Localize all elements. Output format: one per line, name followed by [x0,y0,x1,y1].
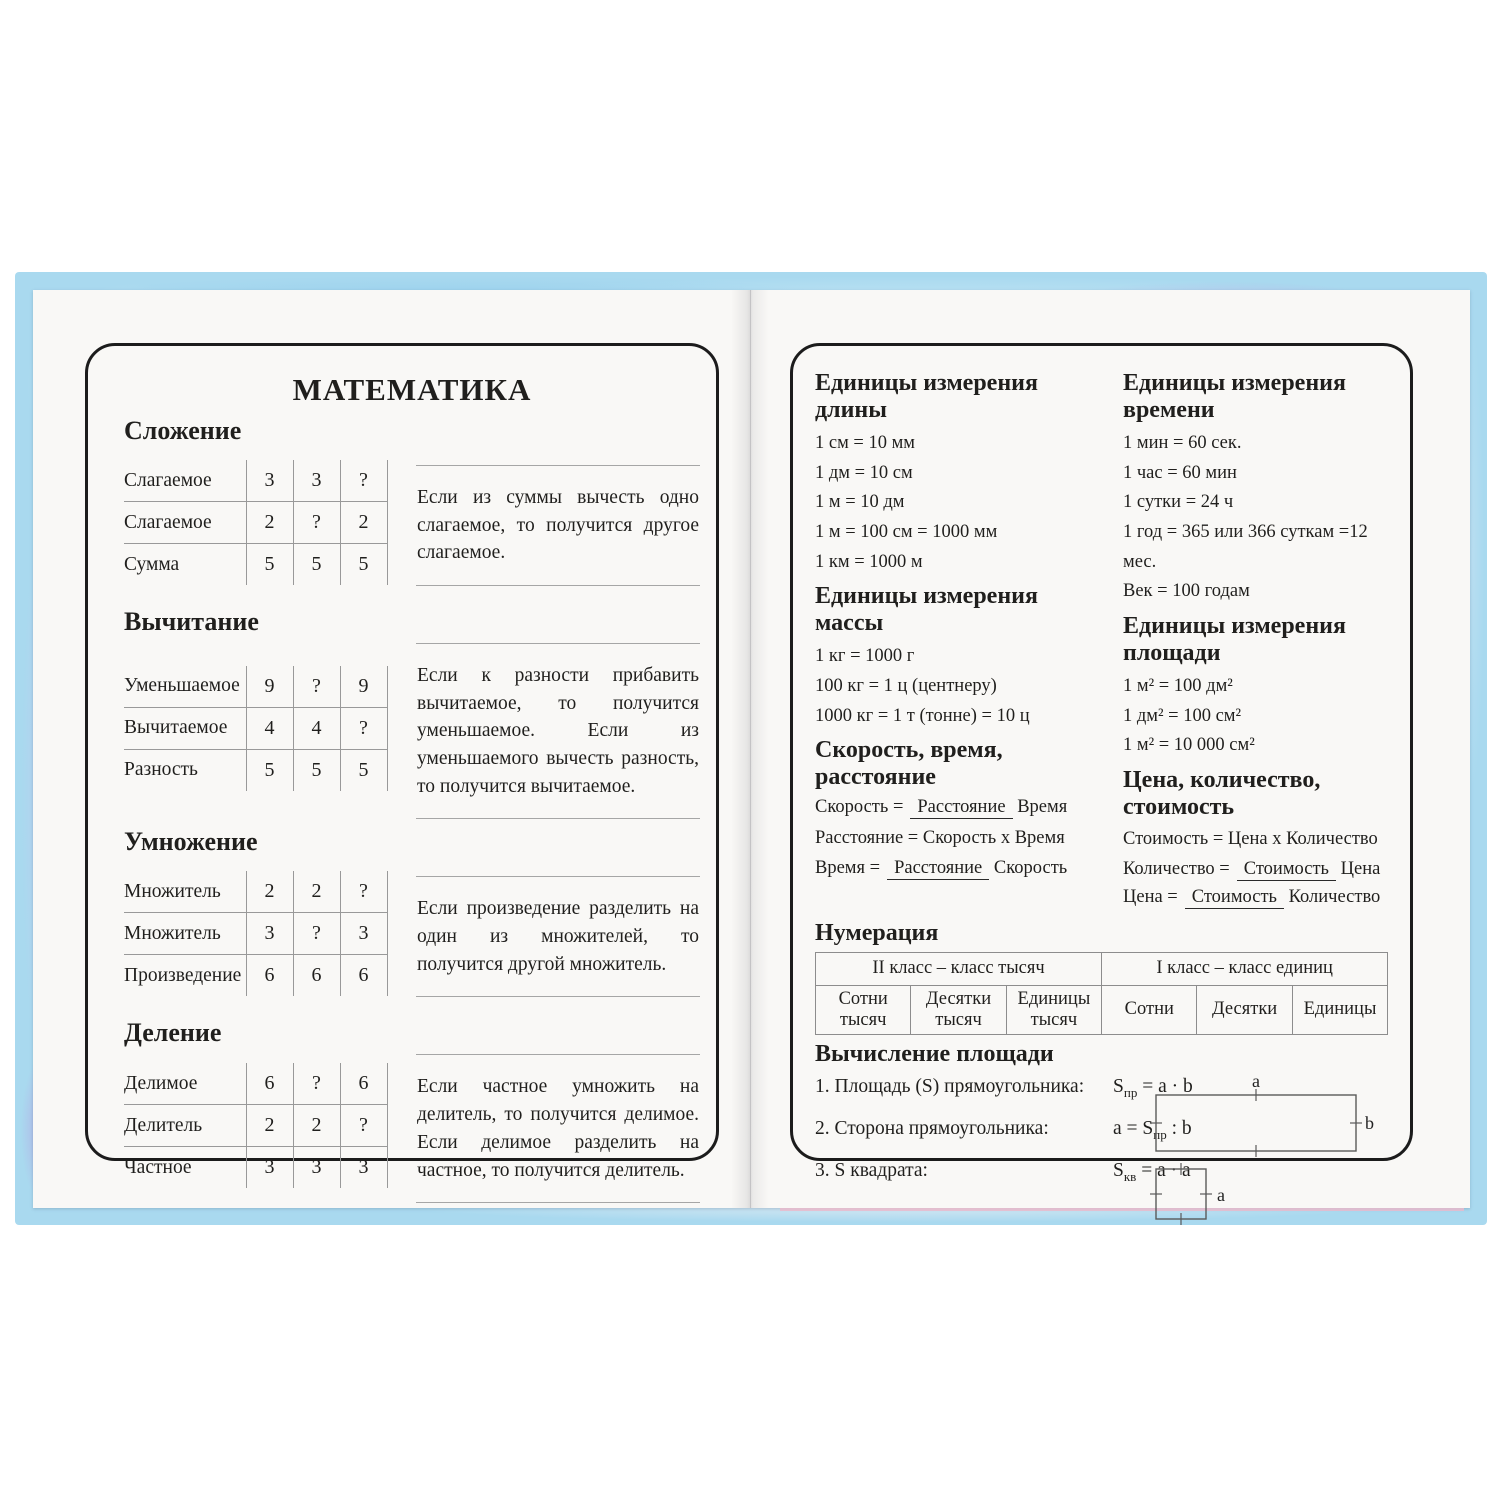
cell-value: ? [293,1063,340,1105]
table-row [124,502,387,544]
formula-price [1123,886,1394,909]
cell-value: 3 [246,460,293,502]
area-units-heading: Единицы измерения площади [1123,612,1346,666]
area-item-label: 3. S квадрата: [815,1160,928,1182]
section-heading-addition: Сложение [124,416,242,445]
unit-line: Век = 100 годам [1123,581,1250,602]
section-numeration [815,920,1394,1035]
right-column-1 [815,364,1107,914]
rule-text-subtraction: Если к разности прибавить вычитаемое, то получится уменьшаемое. Если из уменьшаемого вычесть разность, то получится вычитаемое. [416,643,700,819]
unit-line: 1 см = 10 мм [815,433,916,454]
cell-value: ? [340,1105,387,1147]
cell-value: 2 [246,1105,293,1147]
square-side-label: a [1217,1185,1225,1206]
cell-value: ? [293,913,340,955]
cell-value: 9 [340,666,387,708]
numeration-col: Десятки [1197,985,1292,1035]
section-price-quantity-cost [1123,767,1394,909]
fraction-denominator: Время [1017,797,1068,818]
unit-line: 1000 кг = 1 т (тонне) = 10 ц [815,705,1030,726]
section-multiplication [124,827,700,1010]
cell-value: 4 [293,707,340,749]
row-label: Множитель [124,880,221,902]
unit-line: 1 кг = 1000 г [815,646,915,667]
cell-value: ? [340,871,387,913]
unit-line: 1 дм² = 100 см² [1123,705,1242,726]
fraction [910,796,1067,819]
formula-lhs: Скорость = [815,797,904,818]
table-row [124,1147,387,1189]
section-addition [124,416,700,599]
cell-value: 5 [293,749,340,791]
rule-text-addition: Если из суммы вычесть одно слагаемое, то получится другое слагаемое. [416,465,700,586]
fraction-numerator: Расстояние [910,797,1012,819]
section-mass-units [815,583,1107,731]
rule-text-multiplication: Если произведение разделить на один из множителей, то получится другой множитель. [416,876,700,997]
fraction-denominator: Цена [1340,859,1381,879]
cell-value: 2 [340,502,387,544]
row-label: Уменьшаемое [124,675,240,697]
section-subtraction [124,607,700,819]
numeration-col: Единицы [1292,985,1387,1035]
table-row [816,985,1388,1035]
unit-line: 1 дм = 10 см [815,462,913,483]
formula-lhs: Количество = [1123,859,1230,880]
cell-value: 6 [340,1063,387,1105]
rect-height-label: b [1365,1113,1374,1134]
section-heading-division: Деление [124,1018,222,1048]
cell-value: 3 [246,1147,293,1189]
fraction-denominator: Количество [1288,887,1381,908]
speed-heading: Скорость, время, расстояние [815,737,1003,791]
table-row [124,749,387,791]
unit-line: 1 м² = 100 дм² [1123,676,1233,696]
cell-value: 6 [340,955,387,997]
section-area-units [1123,613,1394,761]
cell-value: ? [293,502,340,544]
cell-value: 3 [340,1147,387,1189]
unit-line: 1 мин = 60 сек. [1123,433,1242,454]
division-table [124,1063,388,1188]
table-row [124,544,387,586]
fraction [1185,886,1381,909]
page-spine [731,290,769,1208]
multiplication-table [124,871,388,996]
formula-lhs: Время = [815,857,881,878]
row-label: Слагаемое [124,469,212,491]
area-item-formula: $S_{кв} = a \cdot a$ [1113,1160,1191,1185]
mass-units-heading: Единицы измерения массы [815,583,1038,637]
unit-line: 1 сутки = 24 ч [1123,492,1234,513]
row-label: Вычитаемое [124,707,246,749]
section-division [124,1018,700,1203]
cell-value: 2 [246,871,293,913]
cell-value: 4 [246,707,293,749]
rectangle-diagram [1150,1073,1380,1161]
cell-value: 5 [293,544,340,586]
table-row [124,871,387,913]
cell-value: 5 [246,749,293,791]
cell-value: 6 [293,955,340,997]
unit-line: 1 м = 10 дм [815,492,905,513]
unit-line: 1 км = 1000 м [815,551,923,572]
row-label: Делимое [124,1072,198,1094]
cell-value: 6 [246,1063,293,1105]
table-row [124,460,387,502]
cell-value: 5 [340,544,387,586]
section-heading-multiplication: Умножение [124,827,258,857]
subtraction-table [124,666,388,791]
fraction-numerator: Стоимость [1185,887,1284,909]
fraction-numerator: Расстояние [887,858,989,880]
class-thousands-header: II класс – класс тысяч [816,953,1102,985]
section-length-units [815,370,1107,577]
area-calculation-heading: Вычисление площади [815,1041,1054,1068]
left-page-frame [85,343,719,1181]
numeration-table [815,952,1388,1035]
area-item-formula: $a = S_{пр}$ : b [1113,1118,1192,1143]
notebook-open-pages [33,290,1470,1208]
addition-table [124,460,388,585]
table-row [124,707,387,749]
cell-value: 2 [246,502,293,544]
fraction-denominator: Скорость [993,857,1068,878]
formula-lhs: Цена = [1123,887,1178,908]
unit-line: 1 час = 60 мин [1123,462,1237,483]
row-label: Множитель [124,913,246,955]
cell-value: ? [340,707,387,749]
formula-time [815,857,1107,880]
cell-value: ? [293,666,340,708]
numeration-col: Сотни [1102,985,1197,1035]
right-column-2 [1123,364,1394,914]
unit-line: 1 м = 100 см = 1000 мм [815,522,998,542]
cell-value: 5 [340,749,387,791]
numeration-col: Десятки тысяч [911,985,1006,1035]
fraction [887,857,1067,880]
price-heading: Цена, количество, стоимость [1123,766,1321,820]
formula-speed [815,796,1107,819]
row-label: Сумма [124,544,246,586]
square-diagram [1150,1161,1240,1227]
table-row [124,955,387,997]
section-area-calculation [815,1041,1394,1206]
page-title: МАТЕМАТИКА [292,372,532,407]
unit-line: 100 кг = 1 ц (центнеру) [815,676,997,696]
area-item-formula: $S_{пр} = a \cdot b$ [1113,1076,1193,1101]
table-row [124,1063,387,1105]
cell-value: 2 [293,1105,340,1147]
cell-value: ? [340,460,387,502]
formula-distance: Расстояние = Скорость x Время [815,827,1065,848]
length-units-heading: Единицы измерения длины [815,370,1038,424]
time-units-heading: Единицы измерения времени [1123,370,1346,424]
table-row [124,913,387,955]
area-item-label: 1. Площадь (S) прямоугольника: [815,1076,1085,1098]
rect-width-label: a [1252,1073,1260,1092]
rule-text-division: Если частное умножить на делитель, то получится делимое. Если делимое разделить на частное, то получится делитель. [416,1054,700,1203]
section-time-units [1123,370,1394,607]
cell-value: 3 [293,460,340,502]
row-label: Частное [124,1147,246,1189]
cell-value: 3 [293,1147,340,1189]
numeration-heading: Нумерация [815,920,939,947]
section-speed-time-distance [815,737,1107,879]
area-item-label: 2. Сторона прямоугольника: [815,1118,1049,1140]
formula-quantity [1123,858,1394,881]
table-row [124,666,387,708]
row-label: Делитель [124,1105,246,1147]
numeration-col: Единицы тысяч [1006,985,1101,1035]
class-units-header: I класс – класс единиц [1102,953,1388,985]
fraction [1237,858,1381,881]
row-label: Слагаемое [124,502,246,544]
area-diagrams [1150,1073,1380,1227]
unit-line: 1 м² = 10 000 см² [1123,735,1255,756]
numeration-col: Сотни тысяч [816,985,911,1035]
cell-value: 3 [340,913,387,955]
cell-value: 9 [246,666,293,708]
cell-value: 6 [246,955,293,997]
cell-value: 5 [246,544,293,586]
table-row [124,1105,387,1147]
row-label: Разность [124,749,246,791]
cell-value: 2 [293,871,340,913]
right-page-frame [790,343,1413,1206]
table-row [816,953,1388,985]
formula-cost: Стоимость = Цена x Количество [1123,829,1378,849]
section-heading-subtraction: Вычитание [124,607,259,636]
row-label: Произведение [124,955,246,997]
cell-value: 3 [246,913,293,955]
unit-line: 1 год = 365 или 366 суткам =12 мес. [1123,522,1368,572]
fraction-numerator: Стоимость [1237,859,1336,881]
